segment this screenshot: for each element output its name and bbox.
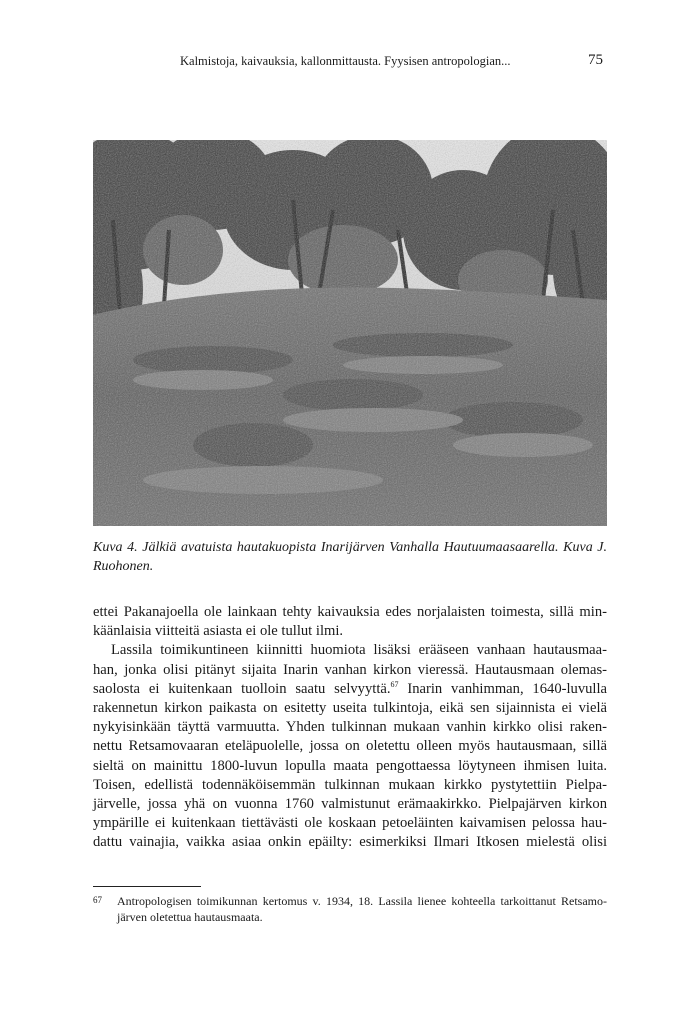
- footnote-rule: [93, 886, 201, 887]
- body-line: ettei Pakanajoella ole lainkaan tehty kaivauksia edes norjalaisten toimesta, sillä min-: [93, 604, 607, 620]
- footnote-line: Antropologisen toimikunnan kertomus v. 1934, 18. Lassila lienee kohteella tarkoittanut Retsamo-: [117, 894, 607, 908]
- footnote-ref[interactable]: 67: [390, 679, 399, 689]
- figure-caption: [93, 538, 607, 576]
- figure-photo: [93, 140, 607, 526]
- body-line: han, jonka olisi pitänyt sijaita Inarin vanhan kirkon vieressä. Hautausmaan olemas-: [93, 661, 607, 678]
- body-line: Lassila toimikuntineen kiinnitti huomiota lisäksi erääseen vanhaan hautausmaa-: [111, 642, 607, 659]
- caption-line: Ruohonen.: [93, 559, 154, 575]
- body-line: dattu vainajia, vaikka asiaa onkin epäilty: esimerkiksi Ilmari Itkosen mielestä olisi: [93, 834, 607, 851]
- body-line: nettu Retsamovaaran eteläpuolelle, jossa on oletettu olleen myös hautausmaan, sillä: [93, 738, 607, 755]
- running-head: Kalmistoja, kaivauksia, kallonmittausta. Fyysisen antropologian...: [180, 54, 511, 68]
- body-line: nykyisinkään täyttä varmuutta. Yhden tulkinnan mukaan vanhin kirkko olisi raken-: [93, 719, 607, 736]
- body-line: ympärille ei kuitenkaan tiettävästi ole koskaan petoeläinten kaivamisen pelossa hau-: [93, 815, 607, 832]
- body-line: Toisen, edellistä todennäköisemmän tulkinnan mukaan kirkko pystytettiin Pielpa-: [93, 776, 607, 793]
- body-line: rakennetun kirkon paikasta on esitetty useita tulkintoja, eikä sen sijainnista ei vielä: [93, 699, 607, 716]
- photo-graveyard-pits: [93, 140, 607, 526]
- page-number: 75: [588, 52, 603, 68]
- body-text: [93, 603, 607, 852]
- body-line-text: Inarin vanhimman, 1640-luvulla: [398, 680, 608, 697]
- body-line: [93, 680, 607, 699]
- footnote: [93, 893, 607, 925]
- body-line: sieltä on mainittu 1800-luvun lopulla maata pengottaessa löytyneen ihmisen luita.: [93, 757, 607, 774]
- body-line-text: saolosta ei kuitenkaan tuolloin saatu selvyyttä.: [93, 680, 391, 697]
- footnote-line: järven oletettua hautausmaata.: [117, 910, 263, 924]
- footnote-text: [117, 893, 607, 925]
- caption-line: Kuva 4. Jälkiä avatuista hautakuopista Inarijärven Vanhalla Hautuumaasaarella. Kuva J.: [93, 540, 607, 555]
- body-line: käänlaisia viitteitä asiasta ei ole tullut ilmi.: [93, 623, 344, 640]
- body-line: järvelle, jossa yhä on vuonna 1760 valmistunut erämaakirkko. Pielpajärven kirkon: [93, 795, 607, 812]
- footnote-number: 67: [93, 895, 102, 905]
